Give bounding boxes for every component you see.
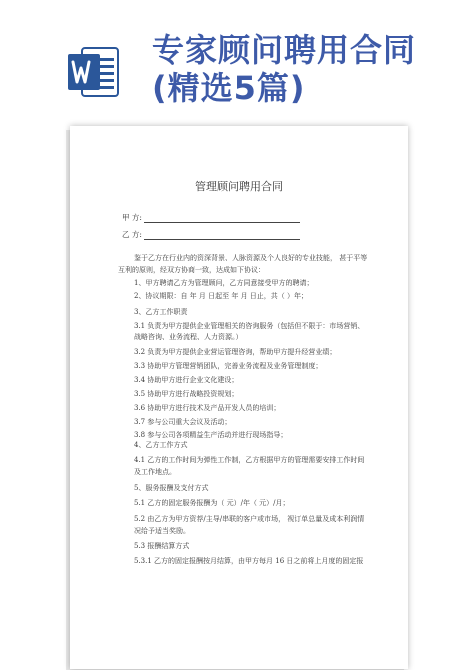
- party-b-field: [122, 229, 300, 240]
- header: [0, 0, 474, 130]
- paragraph-line: 况给予适当奖励。: [134, 527, 190, 535]
- paragraph-line: 3.4 协助甲方进行企业文化建设；: [134, 376, 239, 384]
- paragraph-line: 3.7 参与公司重大会议及活动；: [134, 418, 232, 426]
- paragraph-line: 1、甲方聘请乙方为管理顾问，乙方同意接受甲方的聘请；: [134, 279, 314, 287]
- paragraph-line: 3.1 负责为甲方提供企业管理相关的咨询服务（包括但不限于：市场营销、: [134, 322, 365, 330]
- paragraph-line: 5.1 乙方的固定服务报酬为（ 元）/年（ 元）/月；: [134, 499, 290, 507]
- party-a-field: [122, 212, 300, 223]
- paragraph-line: 5.2 由乙方为甲方资荐/主导/串联的客户或市场， 视订单总量及成本利润情: [134, 515, 365, 523]
- page-title: 专家顾问聘用合同: [152, 31, 417, 69]
- paragraph-line: 及工作地点。: [134, 468, 176, 476]
- paragraph-line: 鉴于乙方在行业内的资深背景、人脉资源及个人良好的专业技能， 甚于平等: [134, 254, 368, 262]
- paragraph-line: 4.1 乙方的工作时间为弹性工作制，乙方根据甲方的管理需要安排工作时间: [134, 456, 365, 464]
- paragraph-line: 5.3 报酬结算方式: [134, 542, 190, 550]
- paragraph-line: 4、乙方工作方式: [134, 441, 188, 449]
- party-a-underline: [144, 214, 300, 223]
- page-subtitle: (精选5篇): [152, 69, 306, 107]
- paragraph-line: 3.6 协助甲方进行技术及产品开发人员的培训；: [134, 404, 281, 412]
- paragraph-line: 3.2 负责为甲方提供企业营运管理咨询，帮助甲方提升经营业绩；: [134, 348, 337, 356]
- document-page: [70, 126, 408, 669]
- party-b-underline: [144, 231, 300, 240]
- paragraph-line: 5.3.1 乙方的固定报酬按月结算，由甲方每月 16 日之前将上月度的固定报: [134, 557, 364, 565]
- paragraph-line: 3.5 协助甲方进行战略投资规划；: [134, 390, 239, 398]
- paragraph-line: 2、协议期限：自 年 月 日起至 年 月 日止，共（ ）年；: [134, 292, 309, 300]
- document-title: 管理顾问聘用合同: [195, 180, 283, 193]
- paragraph-line: 5、服务报酬及支付方式: [134, 484, 209, 492]
- paragraph-line: 互利的原则，经双方协商一致，达成如下协议：: [118, 266, 265, 274]
- party-a-label: 甲 方:: [122, 213, 142, 222]
- paragraph-line: 3、乙方工作职责: [134, 308, 188, 316]
- paragraph-line: 3.8 参与公司各项精益生产活动并进行现场指导；: [134, 431, 288, 439]
- paragraph-line: 3.3 协助甲方管理营销团队，完善业务流程及业务管理制度；: [134, 362, 323, 370]
- word-document-icon: [64, 42, 124, 102]
- party-b-label: 乙 方:: [122, 230, 142, 239]
- paragraph-line: 战略咨询、业务流程、人力资源。）: [134, 333, 243, 341]
